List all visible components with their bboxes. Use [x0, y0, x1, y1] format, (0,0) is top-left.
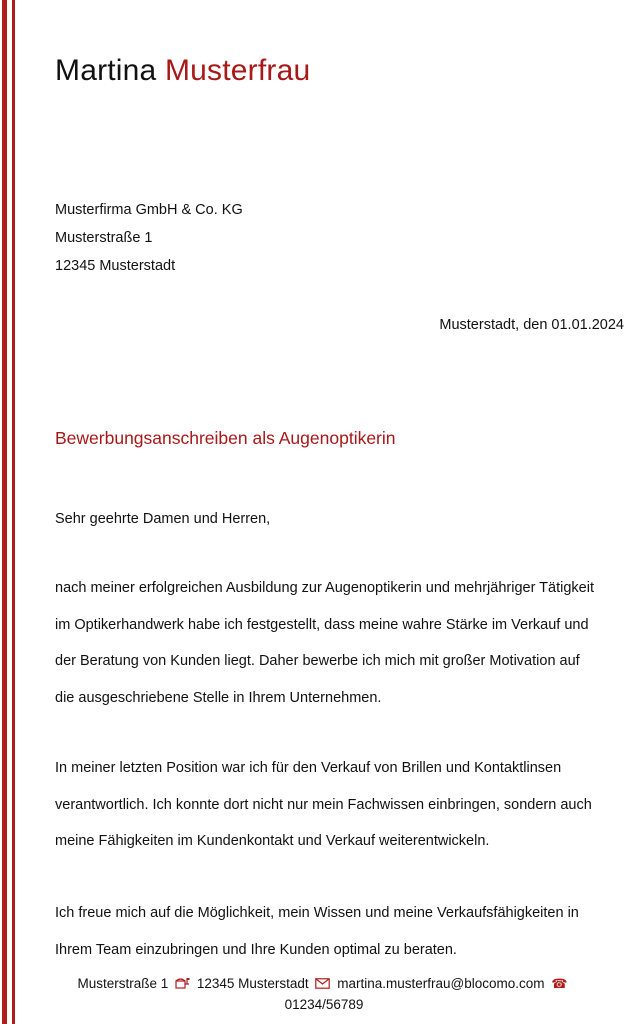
footer-city: 12345 Musterstadt [196, 976, 309, 991]
paragraph-2 [55, 750, 592, 860]
paragraph-1 [55, 570, 594, 716]
sender-name [55, 52, 310, 90]
paragraph-line: meine Fähigkeiten im Kundenkontakt und Verkauf weiterentwickeln. [55, 833, 490, 849]
paragraph-line: verantwortlich. Ich konnte dort nicht nur mein Fachwissen einbringen, sondern auch [55, 796, 592, 813]
salutation: Sehr geehrte Damen und Herren, [55, 511, 271, 527]
sender-first-name: Martina [55, 54, 157, 87]
mailbox-icon [175, 973, 190, 994]
paragraph-line: Ihrem Team einzubringen und Ihre Kunden optimal zu beraten. [55, 941, 457, 958]
footer-contact [20, 973, 628, 1015]
footer-line-2 [20, 994, 628, 1015]
subject-line: Bewerbungsanschreiben als Augenoptikerin [55, 428, 396, 448]
paragraph-line: nach meiner erfolgreichen Ausbildung zur Augenoptikerin und mehrjähriger Tätigkeit [55, 580, 594, 596]
paragraph-line: der Beratung von Kunden liegt. Daher bewerbe ich mich mit großer Motivation auf [55, 653, 580, 669]
paragraph-line: In meiner letzten Position war ich für den Verkauf von Brillen und Kontaktlinsen [55, 760, 562, 776]
recipient-address [55, 196, 243, 280]
paragraph-3 [55, 895, 579, 968]
phone-icon: ☎ [551, 976, 568, 991]
recipient-company: Musterfirma GmbH & Co. KG [55, 202, 243, 218]
paragraph-line: Ich freue mich auf die Möglichkeit, mein Wissen und meine Verkaufsfähigkeiten in [55, 905, 579, 921]
recipient-city: 12345 Musterstadt [55, 258, 176, 274]
footer-line-1 [20, 973, 628, 994]
footer-email[interactable]: martina.musterfrau@blocomo.com [337, 976, 545, 991]
paragraph-line: die ausgeschriebene Stelle in Ihrem Unternehmen. [55, 689, 382, 706]
footer-phone: 01234/56789 [284, 997, 364, 1012]
footer-street: Musterstraße 1 [77, 976, 169, 991]
envelope-icon [315, 973, 330, 994]
paragraph-line: im Optikerhandwerk habe ich festgestellt, dass meine wahre Stärke im Verkauf und [55, 616, 589, 633]
recipient-street: Musterstraße 1 [55, 230, 153, 246]
sender-last-name: Musterfrau [164, 54, 311, 87]
left-accent-bar-thick [2, 0, 7, 1024]
date-line: Musterstadt, den 01.01.2024 [439, 317, 624, 333]
left-accent-bar-thin [12, 0, 15, 1024]
